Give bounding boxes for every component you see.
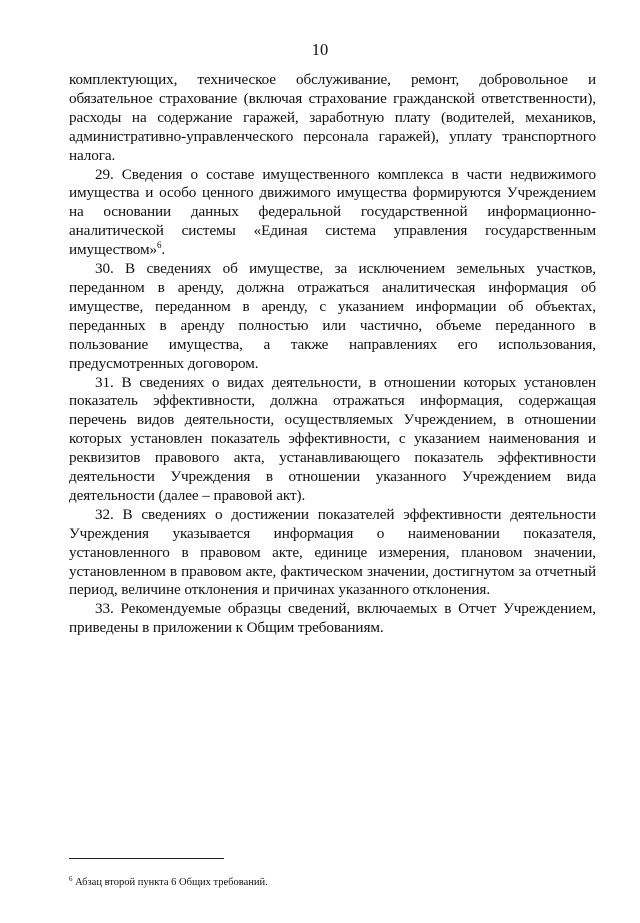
- footnote-text: Абзац второй пункта 6 Общих требований.: [72, 877, 268, 888]
- paragraph-continuation: комплектующих, техническое обслуживание, ремонт, добровольное и обязательное страхование (включая страхование гражданской ответственности), расходы на содержание гаражей, заработную плату (водителей, механиков, административно-управленческого персонала гаражей), уплату транспортного налога.: [69, 71, 596, 164]
- paragraph-32: 32. В сведениях о достижении показателей эффективности деятельности Учреждения указывается информация о наименовании показателя, установленного в правовом акте, единице измерения, плановом значении, установленном в правовом акте, фактическом значении, достигнутом за отчетный период, величине отклонения и причинах указанного отклонения.: [69, 505, 596, 599]
- paragraph-29: [69, 166, 596, 261]
- paragraph-30: 30. В сведениях об имуществе, за исключением земельных участков, переданном в аренду, должна отражаться аналитическая информация об имуществе, переданном в аренду, с указанием информации об объектах, переданных в аренду полностью или частично, объеме переданного в пользование имущества, а также направлениях его использования, предусмотренных договором.: [69, 260, 596, 372]
- paragraph-29-end: .: [161, 241, 166, 259]
- footnote: [69, 876, 596, 889]
- footnote-marker: 6: [69, 875, 73, 883]
- paragraph-31: 31. В сведениях о видах деятельности, в отношении которых установлен показатель эффективности, должна отражаться информация, содержащая перечень видов деятельности, осуществляемых Учреждением, в отношении которых установлен показатель эффективности, с указанием наименования и реквизитов правового акта, устанавливающего показатель эффективности деятельности Учреждения в отношении указанного Учреждением вида деятельности (далее – правовой акт).: [69, 373, 596, 504]
- paragraph-33: 33. Рекомендуемые образцы сведений, включаемых в Отчет Учреждением, приведены в приложении к Общим требованиям.: [69, 600, 596, 637]
- paragraph-29-text: 29. Сведения о составе имущественного комплекса в части недвижимого имущества и особо ценного движимого имущества формируются Учреждением на основании данных федеральной государственной информационно-аналитической системы «Единая система управления государственным имуществом»: [69, 165, 596, 259]
- footnote-divider: [69, 858, 224, 859]
- footnote-reference[interactable]: 6: [157, 240, 162, 251]
- document-body: [69, 71, 596, 638]
- page-number: 10: [311, 40, 329, 59]
